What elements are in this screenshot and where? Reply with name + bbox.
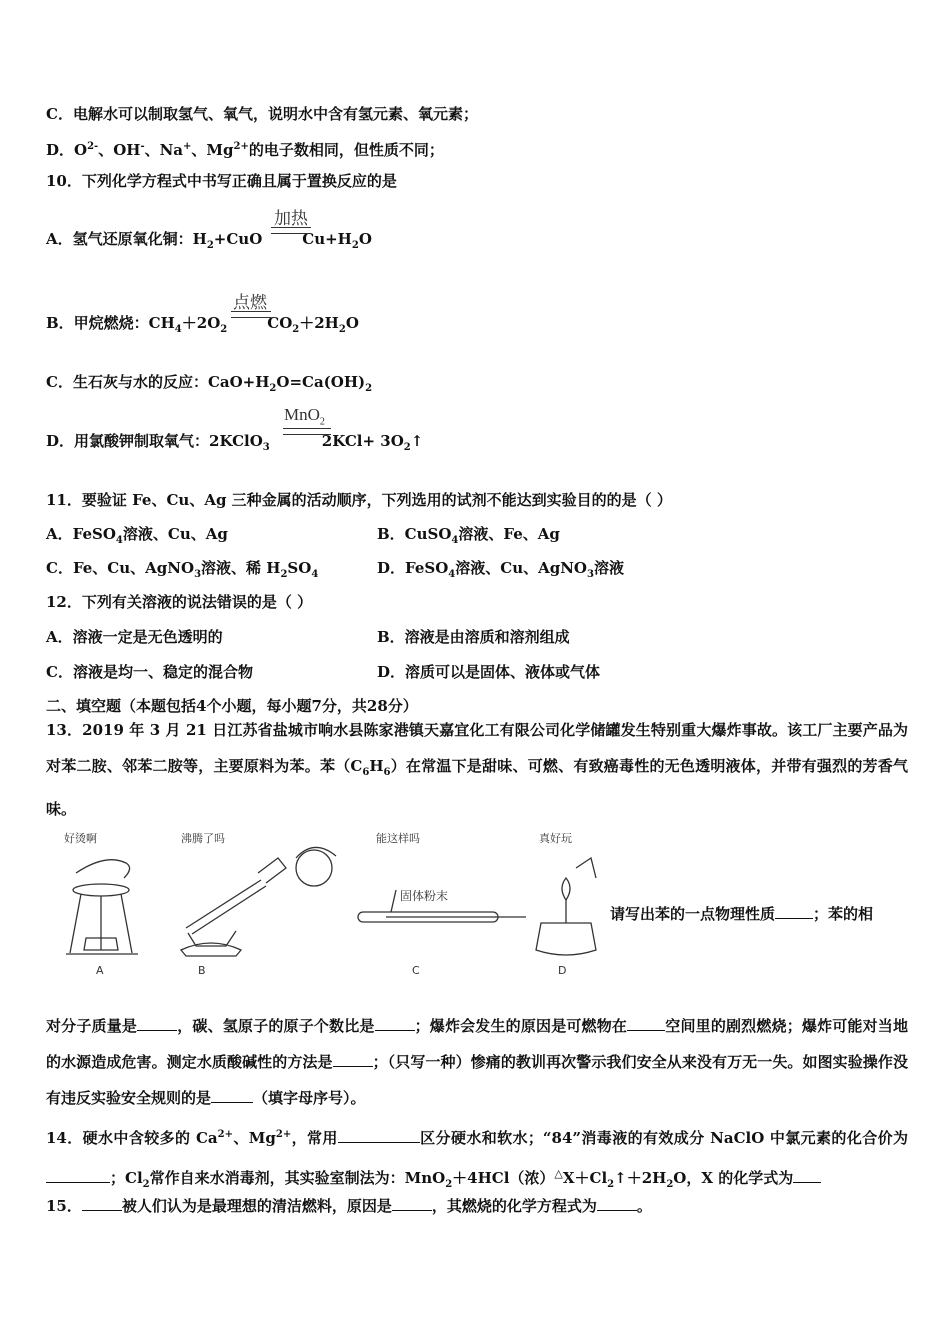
q10-option-d: D．用氯酸钾制取氧气：2KClO$_3$ $2KCl+ 3O_2↑$ (46, 432, 424, 453)
q11-option-d: D．FeSO$_4$溶液、Cu、AgNO$_3$溶液 (377, 559, 624, 580)
lab-safety-figure (46, 828, 606, 978)
answer-blank[interactable] (211, 1088, 253, 1103)
answer-blank[interactable] (793, 1168, 821, 1183)
answer-blank[interactable] (375, 1016, 415, 1031)
figure-label-a: A (96, 964, 104, 977)
q11-option-a: A．FeSO$_4$溶液、Cu、Ag (46, 525, 228, 546)
section-title: 二、填空题（本题包括4个小题，每小题7分，共28分） (46, 697, 418, 715)
answer-blank[interactable] (338, 1128, 420, 1143)
figure-label-d: D (558, 964, 567, 977)
figure-d-bubble: 真好玩 (539, 832, 572, 845)
q13-intro: 13．2019 年 3 月 21 日江苏省盐城市响水县陈家港镇天嘉宜化工有限公司化学储罐发生特别重大爆炸事故。该工厂主要产品为对苯二胺、邻苯二胺等，主要原料为苯。苯$(C_6H_6)$在常温下是甜味、可燃、有致癌毒性的无色透明液体，并带有强烈的芳香气味。 (46, 721, 908, 818)
q15: 15． 被人们认为是最理想的清洁燃料，原因是 ，其燃烧的化学方程式为 。 (46, 1197, 652, 1215)
answer-blank[interactable] (137, 1016, 177, 1031)
answer-blank[interactable] (597, 1196, 637, 1211)
q11-option-b: B．CuSO$_4$溶液、Fe、Ag (377, 525, 560, 546)
answer-blank[interactable] (775, 904, 813, 919)
q12-option-c: C．溶液是均一、稳定的混合物 (46, 663, 253, 681)
q10-stem: 10．下列化学方程式中书写正确且属于置换反应的是 (46, 172, 397, 190)
answer-blank[interactable] (82, 1196, 122, 1211)
q13-side-question: 请写出苯的一点物理性质 ；苯的相 (610, 905, 874, 923)
q14: 14．硬水中含较多的 $Ca^{2+}$、$Mg^{2+}$，常用 区分硬水和软水；“84”消毒液的有效成分 NaClO 中氯元素的化合价为；$Cl_2$常作自来水消毒剂，其实验室制法为：MnO$_2$＋4HCl（浓）$^\triangle X+Cl_2↑+2H_2O$，X 的化学式为 (46, 1129, 908, 1190)
q12-option-d: D．溶质可以是固体、液体或气体 (377, 663, 601, 681)
figure-a-tripod (66, 860, 138, 954)
answer-blank[interactable] (392, 1196, 432, 1211)
q11-option-c: C．Fe、Cu、AgNO$_3$溶液、稀 $H_2SO_4$ (46, 559, 319, 580)
q10-b-equals-sign (231, 311, 271, 318)
figure-label-c: C (412, 964, 420, 977)
figure-b-bubble: 沸腾了吗 (181, 832, 225, 845)
q10-a-condition: 加热 (274, 209, 308, 228)
q10-option-a: A．氢气还原氧化铜：$H_2+CuO$ $Cu+H_2O$ (46, 230, 372, 251)
q10-a-equals-sign (271, 227, 311, 234)
q12-stem: 12．下列有关溶液的说法错误的是（ ） (46, 593, 313, 611)
q10-option-b: B．甲烷燃烧：$CH_4+2O_2$ $CO_2+2H_2O$ (46, 314, 359, 335)
q11-stem: 11．要验证 Fe、Cu、Ag 三种金属的活动顺序，下列选用的试剂不能达到实验目的的是（ ） (46, 491, 672, 509)
figure-d-alcohol-lamp (536, 858, 596, 955)
answer-blank[interactable] (46, 1168, 110, 1183)
q10-d-condition: MnO$_2$ (284, 405, 325, 428)
figure-c-powder-label: 固体粉末 (400, 889, 449, 903)
q10-option-c: C．生石灰与水的反应：$CaO+H_2O=Ca(OH)_2$ (46, 373, 373, 394)
answer-blank[interactable] (333, 1052, 373, 1067)
figure-b-test-tube (181, 847, 336, 956)
q12-option-b: B．溶液是由溶质和溶剂组成 (377, 628, 570, 646)
figure-label-b: B (198, 964, 206, 977)
q9-option-c: C．电解水可以制取氢气、氧气，说明水中含有氢元素、氧元素； (46, 105, 478, 123)
figure-c-bubble: 能这样吗 (376, 832, 420, 845)
q13-questions: 对分子质量是 ，碳、氢原子的原子个数比是 ；爆炸会发生的原因是可燃物在 空间里的剧烈燃烧；爆炸可能对当地的水源造成危害。测定水质酸碱性的方法是 ；（只写一种）惨痛的教训再次警示我们安全从来没有万无一失。如图实验操作没有违反实验安全规则的是 （填字母序号）。 (46, 1017, 908, 1107)
figure-a-bubble: 好烫啊 (64, 832, 97, 845)
q12-option-a: A．溶液一定是无色透明的 (46, 628, 223, 646)
q9-option-d: D．$O^{2-}$、OH-、Na+、$Mg^{2+}$的电子数相同，但性质不同； (46, 141, 444, 159)
q10-d-equals-sign (283, 428, 331, 435)
answer-blank[interactable] (627, 1016, 665, 1031)
q10-b-condition: 点燃 (233, 293, 267, 312)
